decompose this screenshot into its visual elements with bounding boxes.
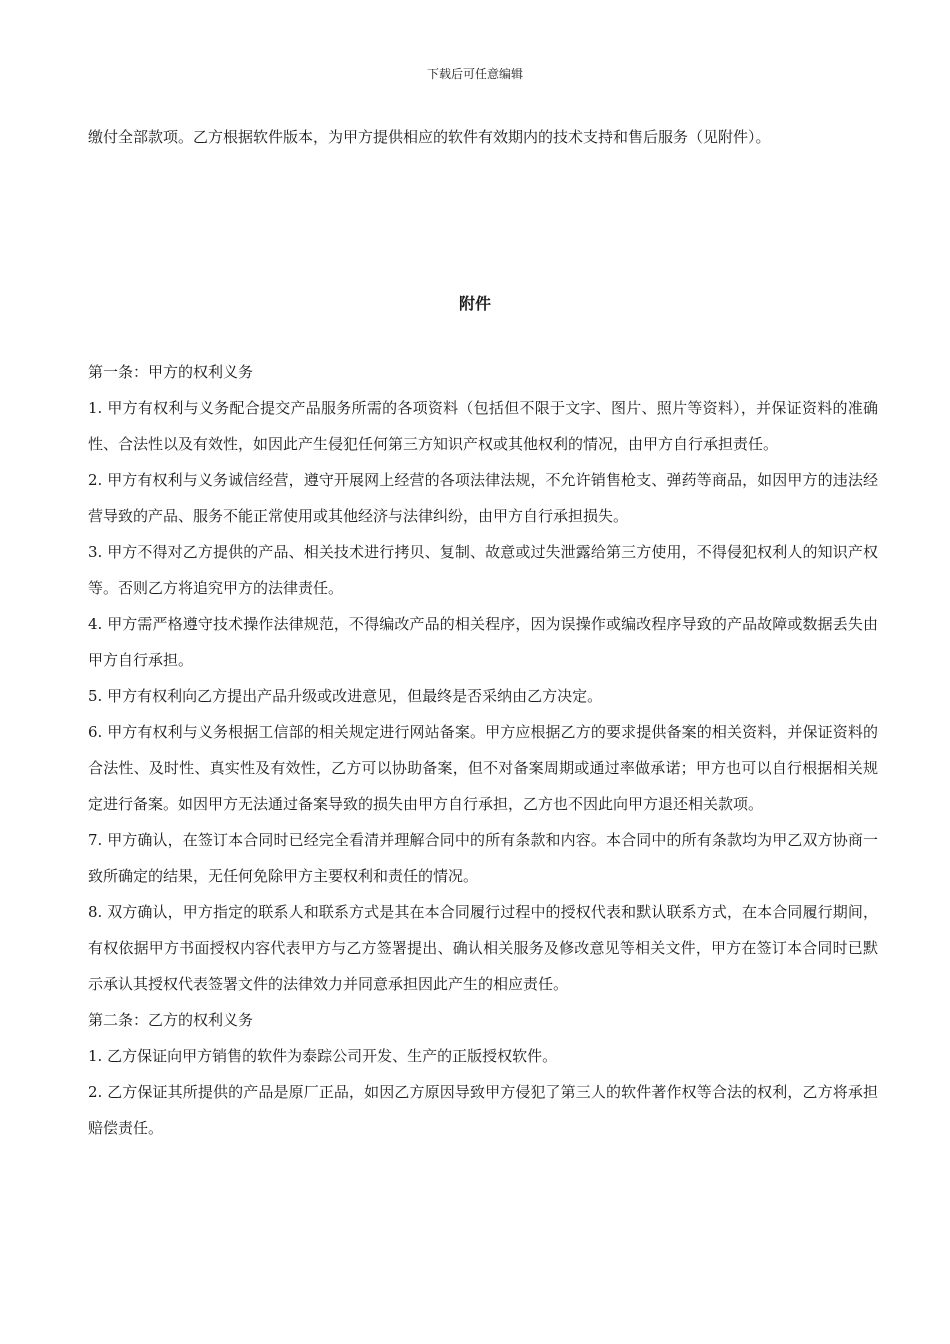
section-heading-party-b: 第二条：乙方的权利义务 — [88, 1011, 254, 1029]
intro-paragraph: 缴付全部款项。乙方根据软件版本，为甲方提供相应的软件有效期内的技术支持和售后服务（见附件）。 — [88, 128, 771, 146]
appendix-body — [88, 354, 878, 1146]
clause-a-5: 5. 甲方有权利向乙方提出产品升级或改进意见，但最终是否采纳由乙方决定。 — [88, 687, 603, 705]
clause-a-8: 8. 双方确认，甲方指定的联系人和联系方式是其在本合同履行过程中的授权代表和默认联系方式，在本合同履行期间，有权依据甲方书面授权内容代表甲方与乙方签署提出、确认相关服务及修改意见等相关文件，甲方在签订本合同时已默示承认其授权代表签署文件的法律效力并同意承担因此产生的相应责任。 — [88, 903, 878, 993]
appendix-title: 附件 — [458, 294, 491, 313]
clause-a-1: 1. 甲方有权利与义务配合提交产品服务所需的各项资料（包括但不限于文字、图片、照片等资料），并保证资料的准确性、合法性以及有效性，如因此产生侵犯任何第三方知识产权或其他权利的情况，由甲方自行承担责任。 — [88, 399, 878, 453]
clause-b-2: 2. 乙方保证其所提供的产品是原厂正品，如因乙方原因导致甲方侵犯了第三人的软件著作权等合法的权利，乙方将承担赔偿责任。 — [88, 1083, 878, 1137]
clause-a-7: 7. 甲方确认，在签订本合同时已经完全看清并理解合同中的所有条款和内容。本合同中的所有条款均为甲乙双方协商一致所确定的结果，无任何免除甲方主要权利和责任的情况。 — [88, 831, 878, 885]
clause-a-2: 2. 甲方有权利与义务诚信经营，遵守开展网上经营的各项法律法规，不允许销售枪支、弹药等商品，如因甲方的违法经营导致的产品、服务不能正常使用或其他经济与法律纠纷，由甲方自行承担损失。 — [88, 471, 878, 525]
clause-a-3: 3. 甲方不得对乙方提供的产品、相关技术进行拷贝、复制、故意或过失泄露给第三方使用，不得侵犯权利人的知识产权等。否则乙方将追究甲方的法律责任。 — [88, 543, 878, 597]
clause-a-4: 4. 甲方需严格遵守技术操作法律规范，不得编改产品的相关程序，因为误操作或编改程序导致的产品故障或数据丢失由甲方自行承担。 — [88, 615, 878, 669]
clause-a-6: 6. 甲方有权利与义务根据工信部的相关规定进行网站备案。甲方应根据乙方的要求提供备案的相关资料，并保证资料的合法性、及时性、真实性及有效性，乙方可以协助备案，但不对备案周期或通过率做承诺；甲方也可以自行根据相关规定进行备案。如因甲方无法通过备案导致的损失由甲方自行承担，乙方也不因此向甲方退还相关款项。 — [88, 723, 878, 813]
clause-b-1: 1. 乙方保证向甲方销售的软件为泰踪公司开发、生产的正版授权软件。 — [88, 1047, 558, 1065]
page-header: 下载后可任意编辑 — [426, 67, 523, 81]
section-heading-party-a: 第一条：甲方的权利义务 — [88, 363, 254, 381]
